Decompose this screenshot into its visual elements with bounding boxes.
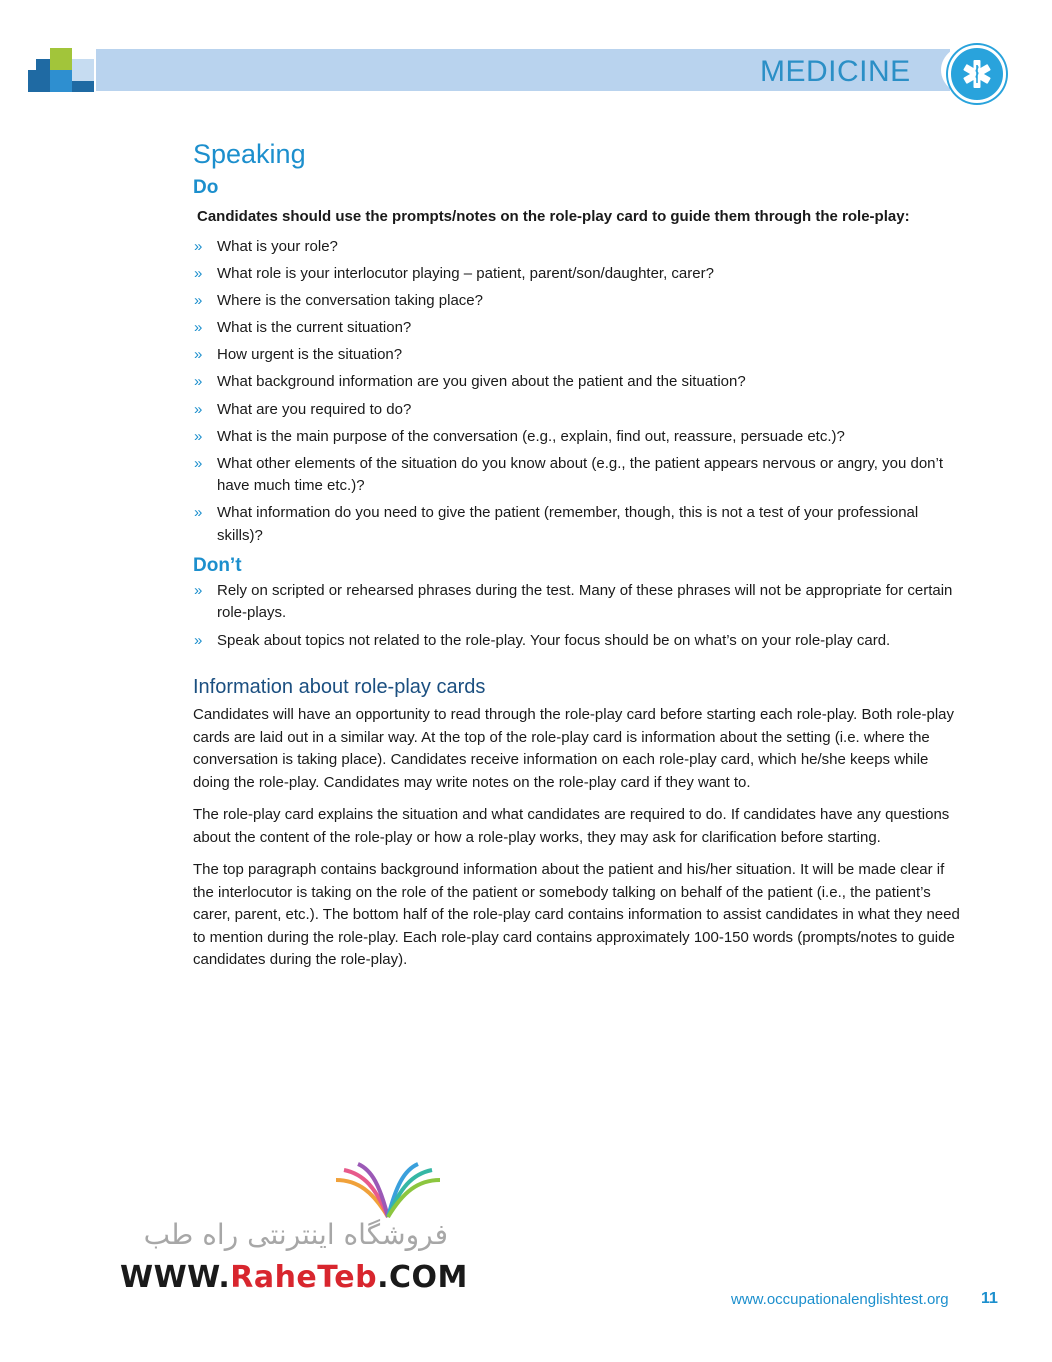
section-title: Speaking <box>193 139 306 169</box>
footer-url[interactable]: www.occupationalenglishtest.org <box>731 1291 949 1308</box>
list-item: » What role is your interlocutor playing – patient, parent/son/daughter, carer? <box>193 263 968 286</box>
main-content <box>193 134 968 982</box>
watermark-url-brand: RaheTeb <box>230 1260 378 1295</box>
list-item: » Speak about topics not related to the role-play. Your focus should be on what’s on your role-play card. <box>193 630 968 653</box>
watermark-url <box>120 1260 468 1295</box>
list-item: » What is the current situation? <box>193 317 968 340</box>
watermark-persian-text: فروشگاه اینترنتی راه طب <box>143 1218 448 1251</box>
list-item: » Rely on scripted or rehearsed phrases during the test. Many of these phrases will not be appropriate for certain role-plays. <box>193 580 968 625</box>
list-item: » What background information are you given about the patient and the situation? <box>193 371 968 394</box>
list-item: » Where is the conversation taking place? <box>193 290 968 313</box>
info-paragraph: The role-play card explains the situation and what candidates are required to do. If candidates have any questions about the content of the role-play or how a role-play works, they may ask for clarification before starting. <box>193 806 950 846</box>
page-number: 11 <box>981 1290 998 1307</box>
do-heading: Do <box>193 177 219 198</box>
dont-list <box>193 580 968 652</box>
info-paragraph: Candidates will have an opportunity to read through the role-play card before starting each role-play. Both role-play cards are laid out in a similar way. At the top of the role-play card is information about the setting (i.e. where the conversation is taking place). Candidates receive information on each role-play card, which he/she keeps while doing the role-play. Candidates may write notes on the role-play card if they want to. <box>193 706 954 791</box>
brand-logo-blocks <box>28 48 98 92</box>
medicine-badge <box>948 45 1006 103</box>
info-heading: Information about role-play cards <box>193 676 486 699</box>
do-list <box>193 236 968 547</box>
list-item: » What are you required to do? <box>193 399 968 422</box>
list-item: » What is your role? <box>193 236 968 259</box>
list-item: » What is the main purpose of the conversation (e.g., explain, find out, reassure, persuade etc.)? <box>193 426 968 449</box>
watermark-url-suffix: .COM <box>377 1260 468 1295</box>
info-paragraph: The top paragraph contains background information about the patient and his/her situation. It will be made clear if the interlocutor is taking on the role of the patient or somebody talking on behalf of the patient (i.e., the patient’s carer, parent, etc.). The bottom half of the role-play card contains information to assist candidates in what they need to mention during the role-play. Each role-play card contains approximately 100-150 words (prompts/notes to guide candidates during the role-play). <box>193 861 960 969</box>
list-item: » How urgent is the situation? <box>193 344 968 367</box>
header-title: MEDICINE <box>760 55 911 88</box>
dont-heading: Don’t <box>193 554 242 576</box>
do-intro: Candidates should use the prompts/notes on the role-play card to guide them through the role-play: <box>197 208 910 225</box>
star-of-life-icon <box>961 58 993 90</box>
list-item: » What information do you need to give the patient (remember, though, this is not a test of your professional skills)? <box>193 502 968 547</box>
watermark <box>118 1162 468 1302</box>
list-item: » What other elements of the situation do you know about (e.g., the patient appears nervous or angry, you don’t have much time etc.)? <box>193 453 968 498</box>
watermark-url-prefix: WWW. <box>120 1260 231 1295</box>
open-book-icon <box>328 1162 448 1222</box>
